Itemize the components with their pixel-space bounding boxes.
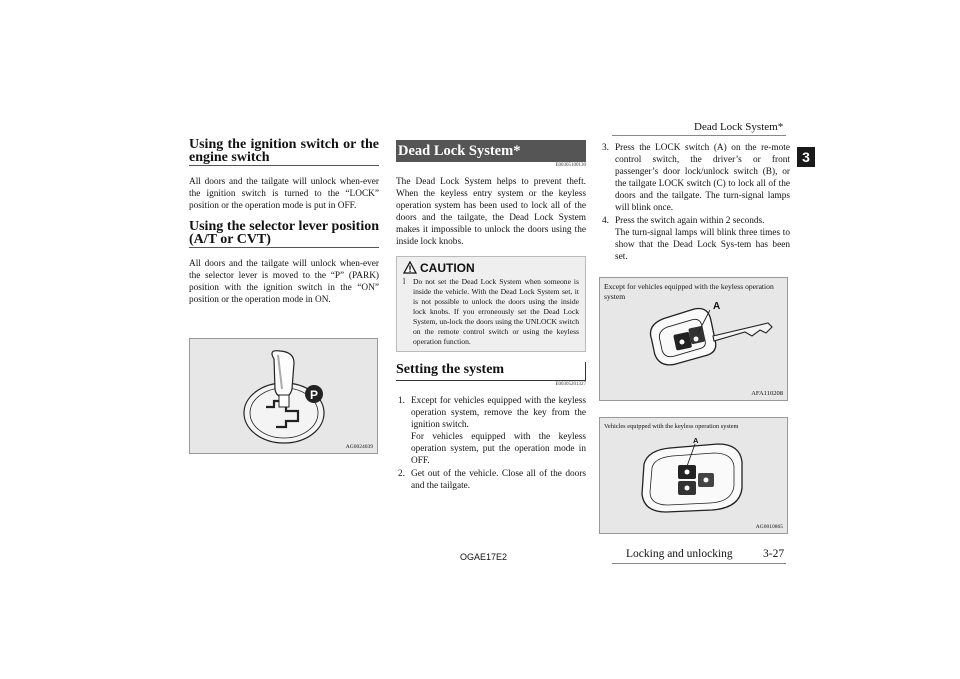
footer-doc-code: OGAE17E2 [460, 552, 508, 562]
step-3 [600, 142, 790, 214]
chapter-tab: 3 [797, 147, 815, 167]
para-selector-lever: All doors and the tailgate will unlock when-ever the selector lever is moved to the “P” (PARK) position with the ignition switch in the “ON” position or the operation mode in ON. [189, 259, 379, 305]
setting-steps-list-cont [600, 142, 790, 263]
figure-code: AG0010865 [755, 524, 783, 530]
section-code: E00305100130 [555, 163, 586, 168]
footer-section-name: Locking and unlocking [626, 548, 733, 560]
section-title-dead-lock: Dead Lock System* [396, 140, 586, 162]
step-text: Get out of the vehicle. Close all of the doors and the tailgate. [411, 469, 586, 491]
step-1 [396, 395, 586, 467]
figure-code: AFA110208 [751, 390, 783, 397]
caution-text: Do not set the Dead Lock System when someone is inside the vehicle. With the Dead Lock System set, it is not possible to unlock the doors using the inside lock knobs. If you erroneously set the Dead Lock System, un-lock the doors using the UNLOCK switch on the remote control switch or using the keyless operation function. [413, 277, 579, 346]
caution-item [403, 277, 579, 347]
step-body [615, 215, 790, 263]
footer-rule [612, 563, 786, 564]
step-body [411, 395, 586, 467]
running-head: Dead Lock System* [694, 121, 784, 133]
bullet-mark: l [403, 277, 406, 286]
setting-steps-list [396, 395, 586, 492]
step-text: Press the LOCK switch (A) on the re-mote control switch, the driver’s or front passenger’s door lock/unlock switch (B), or the tailgate LOCK switch (C) to lock all of the doors and the tailgate. The turn-signal lamps will blink once. [615, 143, 790, 213]
caution-box [396, 256, 586, 352]
column-2 [396, 140, 586, 493]
step-extra: For vehicles equipped with the keyless operation system, put the operation mode in OFF. [411, 432, 586, 466]
figure-selector-lever [189, 338, 378, 454]
footer-page-number: 3-27 [763, 548, 785, 560]
para-ignition-switch: All doors and the tailgate will unlock when-ever the ignition switch is turned to the “LOCK” position or the operation mode is put in OFF. [189, 177, 379, 211]
step-number: 3. [602, 143, 609, 153]
heading-setting-system: Setting the system [396, 362, 586, 381]
sub-section-code: E00305201327 [555, 382, 586, 387]
heading-selector-lever: Using the selector lever position (A/T or CVT) [189, 219, 379, 247]
figure-code: AG0024039 [345, 444, 373, 450]
step-text: Press the switch again within 2 seconds. [615, 216, 765, 226]
column-1 [189, 138, 379, 314]
figure-caption: Vehicles equipped with the keyless operation system [604, 423, 739, 430]
step-2 [396, 468, 586, 492]
selector-lever-illustration [190, 339, 377, 453]
header-rule [612, 135, 786, 136]
figure-caption: Except for vehicles equipped with the keyless operation system [604, 282, 774, 301]
caution-title: CAUTION [420, 260, 475, 275]
step-extra: The turn-signal lamps will blink three times to show that the Dead Lock Sys-tem has been set. [615, 228, 790, 262]
heading-ignition-switch: Using the ignition switch or the engine switch [189, 137, 379, 165]
warning-triangle-icon [403, 261, 417, 274]
svg-text:P: P [309, 388, 319, 402]
remote-key-illustration [600, 278, 787, 400]
step-text: Except for vehicles equipped with the keyless operation system, remove the key from the ignition switch. [411, 396, 586, 430]
step-4 [600, 215, 790, 263]
step-number: 1. [398, 396, 405, 406]
step-number: 2. [398, 469, 405, 479]
svg-text:A: A [713, 301, 721, 312]
column-3 [600, 140, 790, 264]
svg-text:A: A [693, 436, 699, 445]
figure-remote-key [599, 277, 788, 401]
keyless-fob-illustration [600, 418, 787, 533]
caution-header [403, 261, 579, 274]
dead-lock-intro: The Dead Lock System helps to prevent theft. When the keyless entry system or the keyless operation system has been used to lock all of the doors and the tailgate, the Dead Lock System makes it impossible to unlock the doors using the inside lock knobs. [396, 177, 586, 247]
figure-keyless-fob [599, 417, 788, 534]
step-number: 4. [602, 216, 609, 226]
